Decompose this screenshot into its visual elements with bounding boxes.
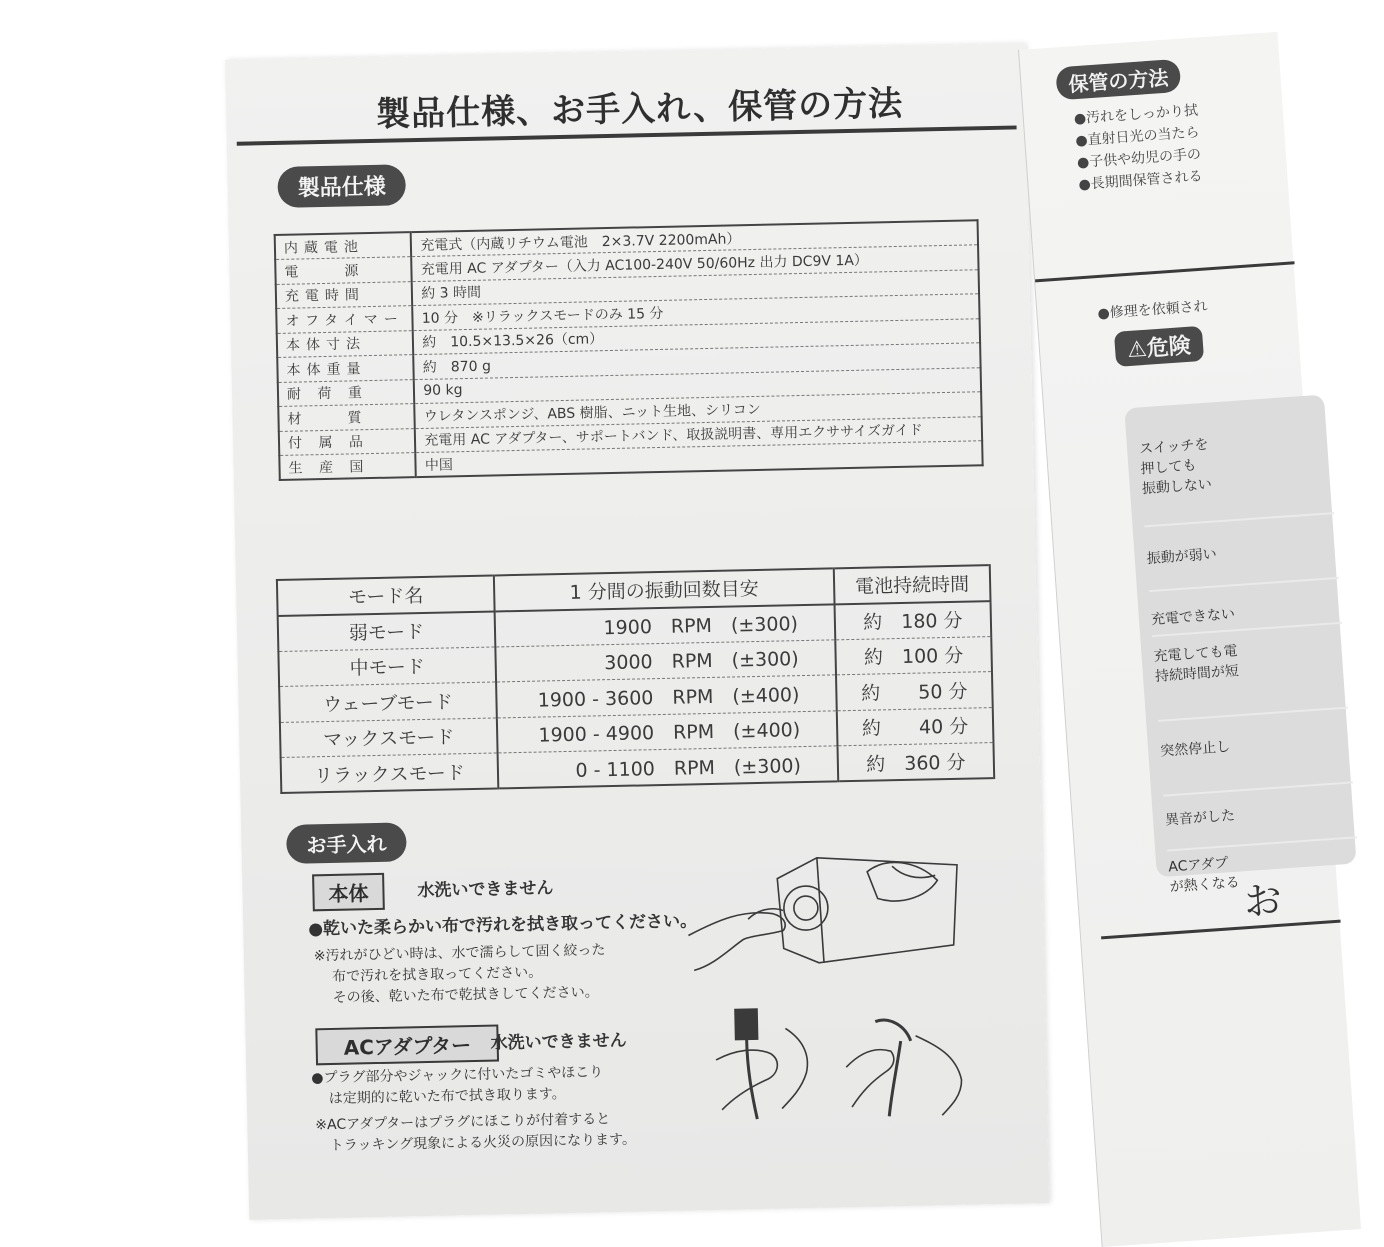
spec-value: 約 3 時間 xyxy=(412,269,979,305)
storage-item-3: ●子供や幼児の手の xyxy=(1076,146,1202,172)
symptom-6: 異音がした xyxy=(1163,783,1356,851)
mode-battery: 約 180 分 xyxy=(835,601,992,640)
mode-name: 弱モード xyxy=(278,611,496,651)
manual-right-page xyxy=(1018,32,1361,1247)
mode-rpm: 1900 RPM (±300) xyxy=(495,604,836,647)
spec-value: 90 kg xyxy=(414,367,981,403)
mode-rpm: 1900 - 4900 RPM (±400) xyxy=(497,710,838,753)
adapter-note-2: トラッキング現象による火災の原因になります。 xyxy=(329,1131,637,1155)
body-note-2: 布で汚れを拭き取ってください。 xyxy=(332,964,543,985)
spec-value: ウレタンスポンジ、ABS 樹脂、ニット生地、シリコン xyxy=(415,392,982,428)
storage-item-2: ●直射日光の当たら xyxy=(1074,124,1200,150)
symptom-3: 充電できない xyxy=(1149,579,1342,637)
spec-value: 充電用 AC アダプター、サポートバンド、取扱説明書、専用エクササイズガイド xyxy=(415,416,982,452)
spec-value: 充電用 AC アダプター（入力 AC100-240V 50/60Hz 出力 DC9V 1A） xyxy=(411,245,978,281)
spec-key: 生 産 国 xyxy=(279,453,416,480)
mode-name: ウェーブモード xyxy=(279,682,497,722)
mode-header-rpm: 1 分間の振動回数目安 xyxy=(494,568,835,611)
mode-header-name: モード名 xyxy=(277,575,495,615)
adapter-label: ACアダプター xyxy=(315,1024,499,1065)
mode-name: リラックスモード xyxy=(281,753,499,793)
spec-key: 付 属 品 xyxy=(279,428,416,455)
spec-key: 内蔵電池 xyxy=(275,232,412,259)
mode-table xyxy=(276,564,995,794)
spec-table xyxy=(274,219,984,481)
adapter-bullet-2: は定期的に乾いた布で拭き取ります。 xyxy=(328,1086,566,1108)
storage-item-1: ●汚れをしっかり拭 xyxy=(1073,102,1199,128)
spec-section-label: 製品仕様 xyxy=(277,164,406,208)
mode-header-battery: 電池持続時間 xyxy=(834,565,991,604)
spec-value: 充電式（内蔵リチウム電池 2×3.7V 2200mAh） xyxy=(411,220,978,256)
mode-battery: 約 50 分 xyxy=(836,672,993,711)
symptom-7: ACアダプ が熱くなる xyxy=(1167,855,1241,896)
right-divider xyxy=(1035,261,1295,282)
hands-cleaning-plug-icon xyxy=(715,995,977,1120)
spec-key: オフタイマー xyxy=(276,306,413,333)
body-note-1: ※汚れがひどい時は、水で濡らして固く絞った xyxy=(313,942,606,965)
mode-rpm: 0 - 1100 RPM (±300) xyxy=(498,746,839,789)
mode-battery: 約 100 分 xyxy=(835,636,992,675)
spec-key: 電 源 xyxy=(275,257,412,284)
big-char: お xyxy=(1242,877,1284,925)
care-section-label: お手入れ xyxy=(286,822,407,864)
spec-key: 充電時間 xyxy=(276,281,413,308)
storage-section-label: 保管の方法 xyxy=(1055,59,1181,101)
body-bullet: ●乾いた柔らかい布で汚れを拭き取ってください。 xyxy=(308,911,698,940)
adapter-bullet-1: ●プラグ部分やジャックに付いたゴミやほこり xyxy=(311,1064,604,1087)
hand-wiping-device-icon xyxy=(686,835,969,991)
spec-value: 約 10.5×13.5×26（cm） xyxy=(413,318,980,354)
spec-value: 約 870 g xyxy=(414,343,981,379)
danger-label: ⚠危険 xyxy=(1114,326,1204,367)
body-wash-note: 水洗いできません xyxy=(417,878,554,902)
mode-name: 中モード xyxy=(278,646,496,686)
spec-key: 本体重量 xyxy=(277,355,414,382)
adapter-note-1: ※ACアダプターはプラグにほこりが付着すると xyxy=(315,1111,611,1134)
spec-value: 10 分 ※リラックスモードのみ 15 分 xyxy=(413,294,980,330)
symptom-4: 充電しても電 持続時間が短 xyxy=(1152,624,1347,722)
body-note-3: その後、乾いた布で乾拭きしてください。 xyxy=(332,984,599,1006)
symptom-1: スイッチを 押しても 振動しない xyxy=(1137,404,1334,527)
manual-left-page xyxy=(225,43,1049,1219)
symptom-5: 突然停止し xyxy=(1158,709,1353,797)
mode-battery: 約 40 分 xyxy=(837,707,994,746)
mode-rpm: 3000 RPM (±300) xyxy=(495,639,836,682)
body-label: 本体 xyxy=(312,873,385,911)
adapter-wash-note: 水洗いできません xyxy=(490,1030,627,1054)
right-divider-bottom xyxy=(1101,920,1341,940)
spec-key: 耐 荷 重 xyxy=(278,379,415,406)
mode-rpm: 1900 - 3600 RPM (±400) xyxy=(496,675,837,718)
spec-key: 材 質 xyxy=(278,404,415,431)
repair-note: ●修理を依頼され xyxy=(1097,298,1209,323)
page-title: 製品仕様、お手入れ、保管の方法 xyxy=(375,83,904,135)
symptom-2: 振動が弱い xyxy=(1145,514,1339,592)
mode-name: マックスモード xyxy=(280,717,498,757)
spec-key: 本体寸法 xyxy=(277,330,414,357)
storage-item-4: ●長期間保管される xyxy=(1078,168,1204,194)
spec-value: 中国 xyxy=(424,456,454,474)
mode-battery: 約 360 分 xyxy=(837,743,994,782)
